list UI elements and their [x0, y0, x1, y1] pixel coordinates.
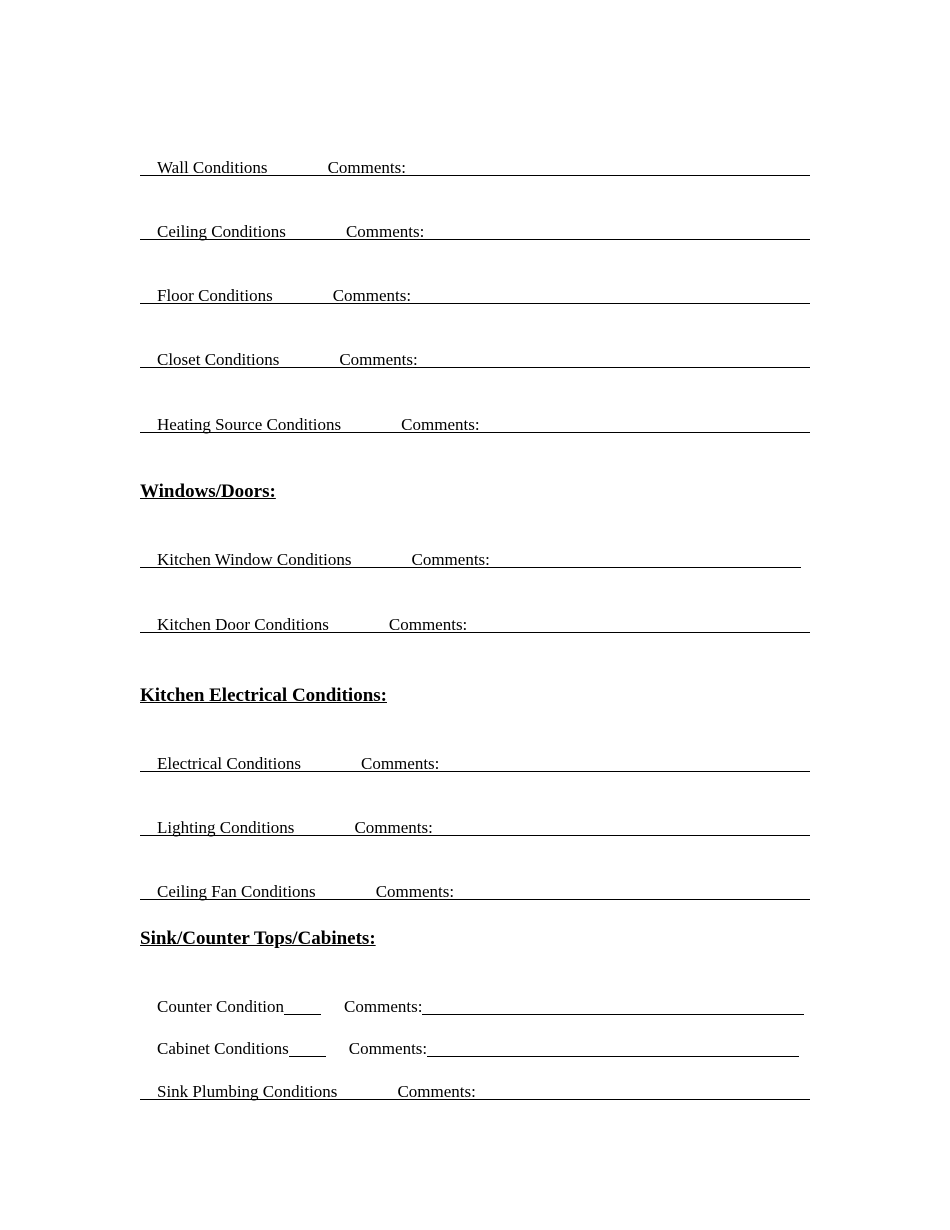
- rating-blank[interactable]: [337, 1082, 374, 1100]
- comments-label: Comments:: [388, 615, 468, 634]
- comments-continuation-line[interactable]: [140, 632, 810, 633]
- comments-label: Comments:: [354, 818, 433, 837]
- form-row-heating-source: [140, 395, 810, 434]
- comments-label: Comments:: [339, 350, 418, 369]
- field-label: Sink Plumbing Conditions: [157, 1082, 338, 1101]
- field-label: Kitchen Window Conditions: [157, 550, 352, 569]
- field-label: Cabinet Conditions: [157, 1039, 289, 1058]
- field-label: Lighting Conditions: [157, 818, 295, 837]
- comments-label: Comments:: [344, 997, 423, 1016]
- comments-label: Comments:: [397, 1082, 476, 1101]
- comments-label: Comments:: [401, 415, 480, 434]
- comments-label: Comments:: [345, 222, 425, 241]
- comments-continuation-line[interactable]: [140, 367, 810, 368]
- comments-label: Comments:: [411, 550, 490, 569]
- form-row-kitchen-door: [140, 595, 810, 634]
- form-row-closet: [140, 330, 810, 369]
- field-label: Ceiling Conditions: [157, 222, 286, 241]
- comments-field[interactable]: [476, 1082, 802, 1100]
- section-heading-electrical: Kitchen Electrical Conditions:: [140, 685, 387, 706]
- rating-blank[interactable]: [316, 882, 353, 900]
- section-heading-windows-doors: Windows/Doors:: [140, 481, 276, 502]
- form-row-cabinet: [140, 1019, 810, 1058]
- comments-continuation-line[interactable]: [140, 899, 810, 900]
- comments-field[interactable]: [427, 1039, 799, 1057]
- form-row-ceiling: [140, 202, 810, 241]
- comments-field[interactable]: [424, 222, 806, 240]
- comments-field[interactable]: [490, 550, 797, 568]
- comments-continuation-line[interactable]: [140, 771, 810, 772]
- rating-blank[interactable]: [286, 222, 323, 240]
- comments-continuation-line[interactable]: [140, 567, 801, 568]
- comments-label: Comments:: [348, 1039, 428, 1058]
- form-row-wall: [140, 138, 810, 177]
- comments-field[interactable]: [411, 286, 803, 304]
- comments-field[interactable]: [439, 754, 802, 772]
- rating-blank[interactable]: [329, 615, 366, 633]
- rating-blank[interactable]: [301, 754, 338, 772]
- comments-field[interactable]: [480, 415, 796, 433]
- field-label: Electrical Conditions: [157, 754, 301, 773]
- rating-blank[interactable]: [289, 1039, 326, 1057]
- comments-field[interactable]: [467, 615, 802, 633]
- comments-field[interactable]: [406, 158, 807, 176]
- comments-label: Comments:: [361, 754, 440, 773]
- comments-continuation-line[interactable]: [140, 835, 810, 836]
- comments-continuation-line[interactable]: [140, 239, 810, 240]
- rating-blank[interactable]: [279, 350, 316, 368]
- field-label: Kitchen Door Conditions: [157, 615, 329, 634]
- field-label: Heating Source Conditions: [157, 415, 342, 434]
- comments-continuation-line[interactable]: [140, 303, 810, 304]
- form-row-ceiling-fan: [140, 862, 810, 901]
- field-label: Ceiling Fan Conditions: [157, 882, 316, 901]
- form-row-lighting: [140, 798, 810, 837]
- form-row-electrical: [140, 734, 810, 773]
- comments-label: Comments:: [332, 286, 412, 305]
- comments-label: Comments:: [375, 882, 455, 901]
- field-label: Counter Condition: [157, 997, 285, 1016]
- comments-label: Comments:: [327, 158, 406, 177]
- rating-blank[interactable]: [352, 550, 389, 568]
- rating-blank[interactable]: [268, 158, 305, 176]
- form-row-counter: [140, 977, 810, 1016]
- rating-blank[interactable]: [294, 818, 331, 836]
- field-label: Floor Conditions: [157, 286, 273, 305]
- comments-field[interactable]: [422, 997, 804, 1015]
- comments-field[interactable]: [454, 882, 798, 900]
- field-label: Wall Conditions: [157, 158, 268, 177]
- rating-blank[interactable]: [284, 997, 321, 1015]
- rating-blank[interactable]: [341, 415, 378, 433]
- section-heading-sink-counter: Sink/Counter Tops/Cabinets:: [140, 928, 376, 949]
- comments-field[interactable]: [418, 350, 799, 368]
- rating-blank[interactable]: [273, 286, 310, 304]
- field-label: Closet Conditions: [157, 350, 280, 369]
- form-row-kitchen-window: [140, 530, 810, 569]
- form-row-sink-plumbing: [140, 1062, 810, 1101]
- comments-continuation-line[interactable]: [140, 1099, 810, 1100]
- form-row-floor: [140, 266, 810, 305]
- comments-continuation-line[interactable]: [140, 175, 810, 176]
- comments-field[interactable]: [433, 818, 806, 836]
- comments-continuation-line[interactable]: [140, 432, 810, 433]
